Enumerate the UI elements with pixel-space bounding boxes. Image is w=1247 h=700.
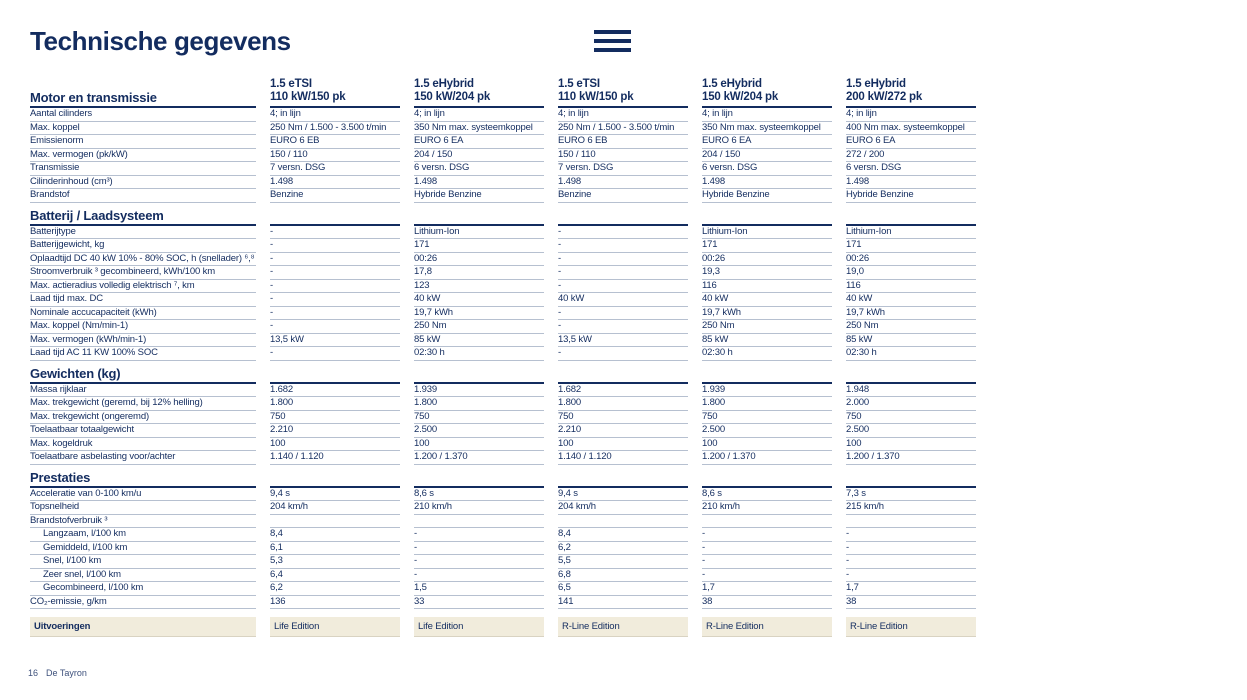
spec-value: 2.500 [414,424,544,438]
column-header [414,76,544,108]
spec-value [702,515,832,529]
spec-value: Benzine [558,189,688,203]
section-rule [702,471,832,488]
spec-row [30,226,976,240]
spec-value: 1.682 [270,384,400,398]
spec-value: 13,5 kW [558,334,688,348]
spec-value: 136 [270,596,400,610]
spec-value: 123 [414,280,544,294]
section-rule [270,367,400,384]
spec-value: 33 [414,596,544,610]
spec-value: - [414,542,544,556]
spec-value: 02:30 h [702,347,832,361]
spec-value: 1.948 [846,384,976,398]
spec-value: 4; in lijn [558,108,688,122]
spec-value: 17,8 [414,266,544,280]
document-name: De Tayron [46,668,87,678]
spec-value: 7 versn. DSG [558,162,688,176]
spec-value: 215 km/h [846,501,976,515]
spec-value: - [558,347,688,361]
spec-value: 1.682 [558,384,688,398]
spec-value: 38 [702,596,832,610]
spec-label: Max. koppel (Nm/min-1) [30,320,256,334]
editions-label: Uitvoeringen [30,617,256,637]
spec-value: EURO 6 EA [414,135,544,149]
spec-value: - [558,239,688,253]
spec-label: Batterijgewicht, kg [30,239,256,253]
spec-value: 1.140 / 1.120 [558,451,688,465]
spec-value: 1.498 [846,176,976,190]
spec-value: 204 / 150 [414,149,544,163]
spec-label: Max. actieradius volledig elektrisch ⁷, km [30,280,256,294]
spec-row [30,411,976,425]
spec-value [558,515,688,529]
spec-label: Toelaatbare asbelasting voor/achter [30,451,256,465]
spec-value: 5,3 [270,555,400,569]
spec-value: 6 versn. DSG [414,162,544,176]
spec-value: 116 [846,280,976,294]
spec-value: - [270,226,400,240]
spec-value: 1,7 [846,582,976,596]
spec-value: 1.498 [558,176,688,190]
spec-value: 100 [270,438,400,452]
spec-value: - [702,555,832,569]
spec-label: Max. kogeldruk [30,438,256,452]
section-rule [558,471,688,488]
spec-value: - [270,280,400,294]
spec-value: 4; in lijn [846,108,976,122]
spec-section [30,367,976,465]
spec-value: 1.800 [702,397,832,411]
spec-row [30,555,976,569]
spec-value: 2.210 [270,424,400,438]
spec-value: 1.498 [414,176,544,190]
spec-value: 40 kW [558,293,688,307]
spec-value: - [558,307,688,321]
engine-power: 110 kW/150 pk [558,91,634,103]
spec-label: Batterijtype [30,226,256,240]
spec-value: EURO 6 EA [846,135,976,149]
spec-value: 1.200 / 1.370 [846,451,976,465]
edition-value: R-Line Edition [702,617,832,637]
spec-value: - [414,528,544,542]
spec-row [30,176,976,190]
spec-value: 00:26 [846,253,976,267]
spec-value: 19,7 kWh [702,307,832,321]
spec-value: 6,2 [558,542,688,556]
spec-row [30,596,976,610]
section-header-row [30,471,976,488]
spec-value: 13,5 kW [270,334,400,348]
section-title: Gewichten (kg) [30,367,256,384]
spec-value: 1.498 [702,176,832,190]
spec-value: 1.200 / 1.370 [414,451,544,465]
spec-row [30,501,976,515]
spec-value: - [558,253,688,267]
spec-value: 8,6 s [702,488,832,502]
spec-label: Max. trekgewicht (ongeremd) [30,411,256,425]
spec-value: - [558,280,688,294]
spec-value: 7,3 s [846,488,976,502]
spec-value: 9,4 s [558,488,688,502]
spec-value [846,515,976,529]
engine-name: 1.5 eHybrid [846,78,906,90]
spec-value: - [270,266,400,280]
spec-value: - [846,569,976,583]
spec-value: 204 km/h [558,501,688,515]
spec-value: 85 kW [846,334,976,348]
engine-name: 1.5 eHybrid [414,78,474,90]
page-footer [28,668,87,678]
spec-value: 19,3 [702,266,832,280]
section-header-row [30,209,976,226]
spec-value: 5,5 [558,555,688,569]
spec-value: EURO 6 EB [270,135,400,149]
column-header [702,76,832,108]
spec-value: 210 km/h [414,501,544,515]
spec-value: 100 [414,438,544,452]
edition-value: Life Edition [414,617,544,637]
spec-label: Gemiddeld, l/100 km [30,542,256,556]
spec-value: Hybride Benzine [414,189,544,203]
spec-value: 250 Nm / 1.500 - 3.500 t/min [270,122,400,136]
section-rule [270,209,400,226]
spec-value: - [558,266,688,280]
spec-value: 4; in lijn [414,108,544,122]
spec-value [414,515,544,529]
spec-value: 204 / 150 [702,149,832,163]
section-title-motor: Motor en transmissie [30,76,256,108]
spec-value: - [846,555,976,569]
spec-value: 116 [702,280,832,294]
spec-value: 750 [270,411,400,425]
spec-row [30,108,976,122]
spec-row [30,122,976,136]
spec-value: Lithium-Ion [414,226,544,240]
spec-value: 1,7 [702,582,832,596]
edition-value: R-Line Edition [558,617,688,637]
spec-row [30,320,976,334]
spec-value: 19,0 [846,266,976,280]
spec-label: Brandstofverbruik ³ [30,515,256,529]
spec-value: Lithium-Ion [846,226,976,240]
spec-value: 02:30 h [414,347,544,361]
spec-value: 00:26 [702,253,832,267]
spec-value: 171 [846,239,976,253]
spec-row [30,135,976,149]
spec-row [30,189,976,203]
spec-value: 400 Nm max. systeemkoppel [846,122,976,136]
spec-value: - [702,542,832,556]
spec-value: 1.800 [414,397,544,411]
spec-value: 00:26 [414,253,544,267]
spec-value: 272 / 200 [846,149,976,163]
spec-value: 6,2 [270,582,400,596]
table-header-row [30,76,976,108]
spec-value: 19,7 kWh [846,307,976,321]
engine-power: 200 kW/272 pk [846,91,923,103]
spec-value: - [270,239,400,253]
spec-value: 171 [702,239,832,253]
spec-value: 204 km/h [270,501,400,515]
spec-value: - [414,555,544,569]
spec-value: 4; in lijn [270,108,400,122]
spec-value: 4; in lijn [702,108,832,122]
spec-value: 100 [846,438,976,452]
spec-row [30,451,976,465]
spec-value: 1.200 / 1.370 [702,451,832,465]
spec-value: - [558,320,688,334]
spec-label: Transmissie [30,162,256,176]
spec-value: 2.000 [846,397,976,411]
spec-value: - [270,253,400,267]
edition-value: R-Line Edition [846,617,976,637]
menu-bar [594,48,631,52]
spec-row [30,424,976,438]
engine-power: 110 kW/150 pk [270,91,346,103]
section-rule [846,471,976,488]
spec-label: Brandstof [30,189,256,203]
spec-label: Nominale accucapaciteit (kWh) [30,307,256,321]
spec-value: - [702,569,832,583]
spec-label: Snel, l/100 km [30,555,256,569]
spec-value: - [270,347,400,361]
spec-row [30,397,976,411]
section-rule [414,209,544,226]
hamburger-menu-icon[interactable] [594,30,631,52]
spec-value: 8,4 [558,528,688,542]
spec-value: 141 [558,596,688,610]
spec-row [30,266,976,280]
spec-value: EURO 6 EA [702,135,832,149]
spec-label: Max. vermogen (kWh/min-1) [30,334,256,348]
spec-value: 38 [846,596,976,610]
spec-label: Oplaadtijd DC 40 kW 10% - 80% SOC, h (snellader) ⁶,⁸ [30,253,256,267]
spec-row [30,347,976,361]
section-rule [558,367,688,384]
section-rule [558,209,688,226]
spec-value: 40 kW [702,293,832,307]
section-rule [702,367,832,384]
section-rule [846,367,976,384]
section-rule [702,209,832,226]
spec-value: 6 versn. DSG [702,162,832,176]
menu-bar [594,39,631,43]
spec-value: 40 kW [414,293,544,307]
spec-value: Lithium-Ion [702,226,832,240]
spec-section [30,108,976,203]
spec-label: Laad tijd max. DC [30,293,256,307]
spec-value: 100 [702,438,832,452]
spec-table [30,76,976,637]
spec-value: Hybride Benzine [846,189,976,203]
engine-name: 1.5 eHybrid [702,78,762,90]
spec-row [30,528,976,542]
spec-value: 1.140 / 1.120 [270,451,400,465]
spec-value: 1.939 [702,384,832,398]
spec-value: 6,4 [270,569,400,583]
spec-row [30,582,976,596]
engine-power: 150 kW/204 pk [414,91,491,103]
spec-row [30,488,976,502]
spec-label: CO₂-emissie, g/km [30,596,256,610]
spec-label: Langzaam, l/100 km [30,528,256,542]
spec-row [30,384,976,398]
spec-row [30,334,976,348]
spec-value: 2.500 [846,424,976,438]
spec-label: Emissienorm [30,135,256,149]
spec-label: Toelaatbaar totaalgewicht [30,424,256,438]
spec-value: 250 Nm [414,320,544,334]
section-title: Prestaties [30,471,256,488]
spec-row [30,253,976,267]
column-header [270,76,400,108]
spec-value: Benzine [270,189,400,203]
section-rule [846,209,976,226]
spec-value: 350 Nm max. systeemkoppel [414,122,544,136]
sections-host [30,108,976,609]
spec-value: 40 kW [846,293,976,307]
spec-row [30,542,976,556]
spec-value: 02:30 h [846,347,976,361]
spec-label: Topsnelheid [30,501,256,515]
spec-label: Cilinderinhoud (cm³) [30,176,256,190]
section-title: Batterij / Laadsysteem [30,209,256,226]
spec-value: 2.210 [558,424,688,438]
spec-value: 100 [558,438,688,452]
spec-value: 1.800 [558,397,688,411]
spec-value: 350 Nm max. systeemkoppel [702,122,832,136]
spec-label: Zeer snel, l/100 km [30,569,256,583]
spec-value: 6,5 [558,582,688,596]
menu-bar [594,30,631,34]
spec-value: 171 [414,239,544,253]
engine-power: 150 kW/204 pk [702,91,779,103]
page-title: Technische gegevens [30,26,291,56]
spec-value: 250 Nm [846,320,976,334]
spec-label: Gecombineerd, l/100 km [30,582,256,596]
spec-label: Laad tijd AC 11 KW 100% SOC [30,347,256,361]
spec-value: 1.939 [414,384,544,398]
engine-name: 1.5 eTSI [270,78,312,90]
spec-label: Max. vermogen (pk/kW) [30,149,256,163]
page-number: 16 [28,668,39,678]
engine-name: 1.5 eTSI [558,78,600,90]
spec-label: Stroomverbruik ³ gecombineerd, kWh/100 km [30,266,256,280]
spec-value: 750 [414,411,544,425]
spec-row [30,280,976,294]
spec-value: 7 versn. DSG [270,162,400,176]
section-rule [414,471,544,488]
spec-value: 750 [558,411,688,425]
spec-row [30,569,976,583]
section-rule [414,367,544,384]
spec-value: - [270,307,400,321]
spec-row [30,515,976,529]
spec-value: 9,4 s [270,488,400,502]
spec-value [270,515,400,529]
spec-label: Acceleratie van 0-100 km/u [30,488,256,502]
spec-value: - [414,569,544,583]
spec-value: 750 [702,411,832,425]
spec-value: Hybride Benzine [702,189,832,203]
spec-value: 150 / 110 [558,149,688,163]
spec-row [30,307,976,321]
spec-row [30,438,976,452]
spec-value: - [270,320,400,334]
spec-value: 1,5 [414,582,544,596]
spec-value: - [270,293,400,307]
spec-value: 1.800 [270,397,400,411]
spec-label: Max. koppel [30,122,256,136]
spec-row [30,162,976,176]
spec-section [30,471,976,610]
spec-row [30,293,976,307]
spec-value: - [846,528,976,542]
spec-value: EURO 6 EB [558,135,688,149]
spec-value: 19,7 kWh [414,307,544,321]
spec-value: 8,6 s [414,488,544,502]
spec-value: 250 Nm [702,320,832,334]
spec-value: 150 / 110 [270,149,400,163]
section-header-row [30,367,976,384]
spec-value: - [702,528,832,542]
spec-value: 6 versn. DSG [846,162,976,176]
spec-value: 750 [846,411,976,425]
spec-value: 6,1 [270,542,400,556]
spec-value: 8,4 [270,528,400,542]
spec-value: 85 kW [414,334,544,348]
spec-value: 210 km/h [702,501,832,515]
spec-label: Aantal cilinders [30,108,256,122]
spec-label: Massa rijklaar [30,384,256,398]
column-header [558,76,688,108]
spec-label: Max. trekgewicht (geremd, bij 12% helling) [30,397,256,411]
spec-value: 6,8 [558,569,688,583]
spec-value: 2.500 [702,424,832,438]
spec-value: - [558,226,688,240]
spec-value: 85 kW [702,334,832,348]
column-header [846,76,976,108]
editions-row [30,617,976,637]
spec-value: 1.498 [270,176,400,190]
spec-section [30,209,976,361]
section-rule [270,471,400,488]
spec-row [30,239,976,253]
spec-value: 250 Nm / 1.500 - 3.500 t/min [558,122,688,136]
spec-value: - [846,542,976,556]
edition-value: Life Edition [270,617,400,637]
spec-row [30,149,976,163]
